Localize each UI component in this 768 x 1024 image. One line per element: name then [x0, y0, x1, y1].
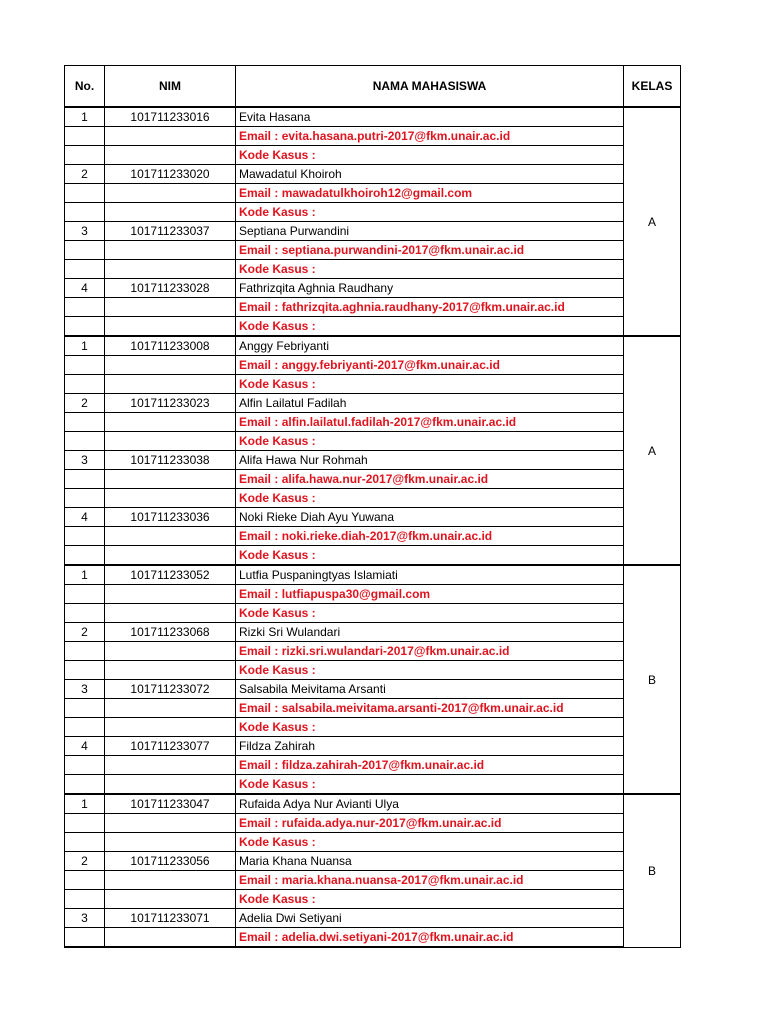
student-nim: 101711233016 — [105, 107, 236, 127]
empty-cell — [105, 317, 236, 337]
empty-cell — [105, 203, 236, 222]
empty-cell — [105, 432, 236, 451]
table-row — [65, 451, 681, 470]
kode-kasus-label: Kode Kasus : — [236, 775, 624, 795]
kode-kasus-label: Kode Kasus : — [236, 317, 624, 337]
empty-cell — [105, 470, 236, 489]
table-row — [65, 241, 681, 260]
table-row — [65, 413, 681, 432]
empty-cell — [105, 871, 236, 890]
email-value: anggy.febriyanti-2017@fkm.unair.ac.id — [281, 358, 500, 372]
kode-kasus-label: Kode Kasus : — [236, 146, 624, 165]
student-nim: 101711233077 — [105, 737, 236, 756]
email-label: Email : — [239, 472, 282, 486]
email-label: Email : — [239, 930, 282, 944]
kode-kasus-label: Kode Kasus : — [236, 260, 624, 279]
email-value: evita.hasana.putri-2017@fkm.unair.ac.id — [281, 129, 511, 143]
empty-cell — [105, 775, 236, 795]
email-label: Email : — [239, 644, 282, 658]
empty-cell — [105, 260, 236, 279]
email-value: salsabila.meivitama.arsanti-2017@fkm.unair.ac.id — [281, 701, 564, 715]
empty-cell — [65, 184, 105, 203]
student-nim: 101711233052 — [105, 565, 236, 585]
student-name: Rufaida Adya Nur Avianti Ulya — [236, 794, 624, 814]
empty-cell — [65, 833, 105, 852]
student-name: Mawadatul Khoiroh — [236, 165, 624, 184]
table-row — [65, 165, 681, 184]
table-row — [65, 718, 681, 737]
empty-cell — [105, 585, 236, 604]
table-row — [65, 565, 681, 585]
student-no: 3 — [65, 451, 105, 470]
kelas-cell: B — [624, 794, 681, 947]
student-name: Adelia Dwi Setiyani — [236, 909, 624, 928]
empty-cell — [105, 489, 236, 508]
empty-cell — [105, 814, 236, 833]
empty-cell — [65, 604, 105, 623]
email-value: alifa.hawa.nur-2017@fkm.unair.ac.id — [281, 472, 489, 486]
header-kelas: KELAS — [624, 66, 681, 108]
kode-kasus-label: Kode Kasus : — [236, 604, 624, 623]
student-no: 3 — [65, 909, 105, 928]
email-label: Email : — [239, 243, 282, 257]
student-email — [236, 356, 624, 375]
student-no: 1 — [65, 336, 105, 356]
header-no: No. — [65, 66, 105, 108]
email-label: Email : — [239, 358, 282, 372]
empty-cell — [65, 775, 105, 795]
empty-cell — [65, 260, 105, 279]
student-email — [236, 585, 624, 604]
empty-cell — [65, 756, 105, 775]
student-no: 1 — [65, 107, 105, 127]
student-name: Salsabila Meivitama Arsanti — [236, 680, 624, 699]
kode-kasus-label: Kode Kasus : — [236, 375, 624, 394]
email-label: Email : — [239, 816, 282, 830]
kode-kasus-label: Kode Kasus : — [236, 661, 624, 680]
table-row — [65, 279, 681, 298]
kelas-cell: B — [624, 565, 681, 794]
empty-cell — [65, 814, 105, 833]
table-row — [65, 508, 681, 527]
table-row — [65, 298, 681, 317]
header-name: NAMA MAHASISWA — [236, 66, 624, 108]
table-row — [65, 489, 681, 508]
student-nim: 101711233072 — [105, 680, 236, 699]
empty-cell — [65, 298, 105, 317]
table-row — [65, 794, 681, 814]
email-label: Email : — [239, 873, 282, 887]
table-row — [65, 642, 681, 661]
student-no: 4 — [65, 279, 105, 298]
student-name: Anggy Febriyanti — [236, 336, 624, 356]
table-row — [65, 375, 681, 394]
student-email — [236, 642, 624, 661]
student-no: 3 — [65, 222, 105, 241]
student-name: Septiana Purwandini — [236, 222, 624, 241]
empty-cell — [105, 184, 236, 203]
student-nim: 101711233047 — [105, 794, 236, 814]
empty-cell — [65, 642, 105, 661]
email-value: septiana.purwandini-2017@fkm.unair.ac.id — [281, 243, 525, 257]
table-row — [65, 336, 681, 356]
empty-cell — [105, 833, 236, 852]
empty-cell — [105, 298, 236, 317]
email-value: maria.khana.nuansa-2017@fkm.unair.ac.id — [281, 873, 524, 887]
empty-cell — [105, 642, 236, 661]
kelas-cell: A — [624, 107, 681, 336]
table-row — [65, 356, 681, 375]
email-value: adelia.dwi.setiyani-2017@fkm.unair.ac.id — [281, 930, 514, 944]
email-value: lutfiapuspa30@gmail.com — [281, 587, 431, 601]
empty-cell — [65, 470, 105, 489]
student-email — [236, 470, 624, 489]
table-row — [65, 432, 681, 451]
table-row — [65, 184, 681, 203]
table-row — [65, 623, 681, 642]
student-nim: 101711233071 — [105, 909, 236, 928]
email-label: Email : — [239, 186, 282, 200]
student-nim: 101711233008 — [105, 336, 236, 356]
empty-cell — [105, 356, 236, 375]
student-nim: 101711233068 — [105, 623, 236, 642]
email-label: Email : — [239, 415, 282, 429]
empty-cell — [105, 604, 236, 623]
email-value: rizki.sri.wulandari-2017@fkm.unair.ac.id — [281, 644, 510, 658]
email-value: noki.rieke.diah-2017@fkm.unair.ac.id — [281, 529, 493, 543]
empty-cell — [105, 546, 236, 566]
table-row — [65, 890, 681, 909]
email-value: mawadatulkhoiroh12@gmail.com — [281, 186, 473, 200]
student-no: 2 — [65, 623, 105, 642]
student-no: 4 — [65, 737, 105, 756]
header-nim: NIM — [105, 66, 236, 108]
empty-cell — [65, 489, 105, 508]
empty-cell — [105, 699, 236, 718]
student-name: Alifa Hawa Nur Rohmah — [236, 451, 624, 470]
student-nim: 101711233056 — [105, 852, 236, 871]
table-row — [65, 260, 681, 279]
table-row — [65, 222, 681, 241]
table-row — [65, 775, 681, 795]
student-no: 1 — [65, 565, 105, 585]
table-row — [65, 203, 681, 222]
empty-cell — [65, 241, 105, 260]
student-name: Evita Hasana — [236, 107, 624, 127]
kelas-cell: A — [624, 336, 681, 565]
student-name: Maria Khana Nuansa — [236, 852, 624, 871]
table-row — [65, 546, 681, 566]
table-row — [65, 527, 681, 546]
email-label: Email : — [239, 300, 282, 314]
student-name: Fathrizqita Aghnia Raudhany — [236, 279, 624, 298]
table-row — [65, 470, 681, 489]
kode-kasus-label: Kode Kasus : — [236, 890, 624, 909]
email-value: rufaida.adya.nur-2017@fkm.unair.ac.id — [281, 816, 502, 830]
empty-cell — [65, 203, 105, 222]
student-nim: 101711233020 — [105, 165, 236, 184]
empty-cell — [65, 699, 105, 718]
student-no: 2 — [65, 394, 105, 413]
student-nim: 101711233036 — [105, 508, 236, 527]
empty-cell — [65, 375, 105, 394]
empty-cell — [105, 146, 236, 165]
empty-cell — [65, 928, 105, 948]
empty-cell — [105, 375, 236, 394]
student-nim: 101711233037 — [105, 222, 236, 241]
student-email — [236, 699, 624, 718]
email-value: alfin.lailatul.fadilah-2017@fkm.unair.ac.id — [281, 415, 517, 429]
student-email — [236, 756, 624, 775]
student-email — [236, 241, 624, 260]
student-name: Alfin Lailatul Fadilah — [236, 394, 624, 413]
table-row — [65, 394, 681, 413]
student-no: 3 — [65, 680, 105, 699]
student-email — [236, 871, 624, 890]
empty-cell — [65, 718, 105, 737]
empty-cell — [105, 756, 236, 775]
table-row — [65, 585, 681, 604]
student-no: 4 — [65, 508, 105, 527]
student-name: Noki Rieke Diah Ayu Yuwana — [236, 508, 624, 527]
email-label: Email : — [239, 129, 282, 143]
table-row — [65, 317, 681, 337]
table-row — [65, 871, 681, 890]
empty-cell — [65, 356, 105, 375]
student-no: 1 — [65, 794, 105, 814]
empty-cell — [65, 546, 105, 566]
table-row — [65, 661, 681, 680]
empty-cell — [105, 890, 236, 909]
table-row — [65, 604, 681, 623]
table-body — [65, 107, 681, 947]
empty-cell — [65, 890, 105, 909]
student-email — [236, 928, 624, 948]
table-row — [65, 107, 681, 127]
email-label: Email : — [239, 701, 282, 715]
empty-cell — [105, 127, 236, 146]
empty-cell — [105, 241, 236, 260]
table-row — [65, 146, 681, 165]
empty-cell — [65, 146, 105, 165]
student-email — [236, 298, 624, 317]
empty-cell — [65, 432, 105, 451]
student-email — [236, 127, 624, 146]
kode-kasus-label: Kode Kasus : — [236, 203, 624, 222]
table-row — [65, 756, 681, 775]
table-row — [65, 127, 681, 146]
student-name: Lutfia Puspaningtyas Islamiati — [236, 565, 624, 585]
empty-cell — [105, 527, 236, 546]
table-row — [65, 737, 681, 756]
student-email — [236, 527, 624, 546]
student-name: Fildza Zahirah — [236, 737, 624, 756]
kode-kasus-label: Kode Kasus : — [236, 546, 624, 566]
student-no: 2 — [65, 165, 105, 184]
table-row — [65, 852, 681, 871]
kode-kasus-label: Kode Kasus : — [236, 489, 624, 508]
empty-cell — [105, 661, 236, 680]
empty-cell — [65, 527, 105, 546]
email-value: fathrizqita.aghnia.raudhany-2017@fkm.unair.ac.id — [281, 300, 565, 314]
empty-cell — [65, 661, 105, 680]
student-nim: 101711233028 — [105, 279, 236, 298]
empty-cell — [65, 585, 105, 604]
kode-kasus-label: Kode Kasus : — [236, 718, 624, 737]
header-row — [65, 66, 681, 108]
email-label: Email : — [239, 758, 282, 772]
kode-kasus-label: Kode Kasus : — [236, 432, 624, 451]
empty-cell — [65, 317, 105, 337]
student-name: Rizki Sri Wulandari — [236, 623, 624, 642]
student-nim: 101711233023 — [105, 394, 236, 413]
empty-cell — [105, 718, 236, 737]
empty-cell — [65, 127, 105, 146]
empty-cell — [65, 871, 105, 890]
student-nim: 101711233038 — [105, 451, 236, 470]
table-row — [65, 680, 681, 699]
email-value: fildza.zahirah-2017@fkm.unair.ac.id — [281, 758, 485, 772]
table-row — [65, 699, 681, 718]
student-email — [236, 184, 624, 203]
empty-cell — [105, 928, 236, 948]
student-email — [236, 814, 624, 833]
table-row — [65, 928, 681, 948]
table-row — [65, 909, 681, 928]
table-row — [65, 814, 681, 833]
student-no: 2 — [65, 852, 105, 871]
empty-cell — [65, 413, 105, 432]
table-row — [65, 833, 681, 852]
empty-cell — [105, 413, 236, 432]
kode-kasus-label: Kode Kasus : — [236, 833, 624, 852]
email-label: Email : — [239, 587, 282, 601]
student-table — [64, 65, 681, 948]
email-label: Email : — [239, 529, 282, 543]
student-email — [236, 413, 624, 432]
